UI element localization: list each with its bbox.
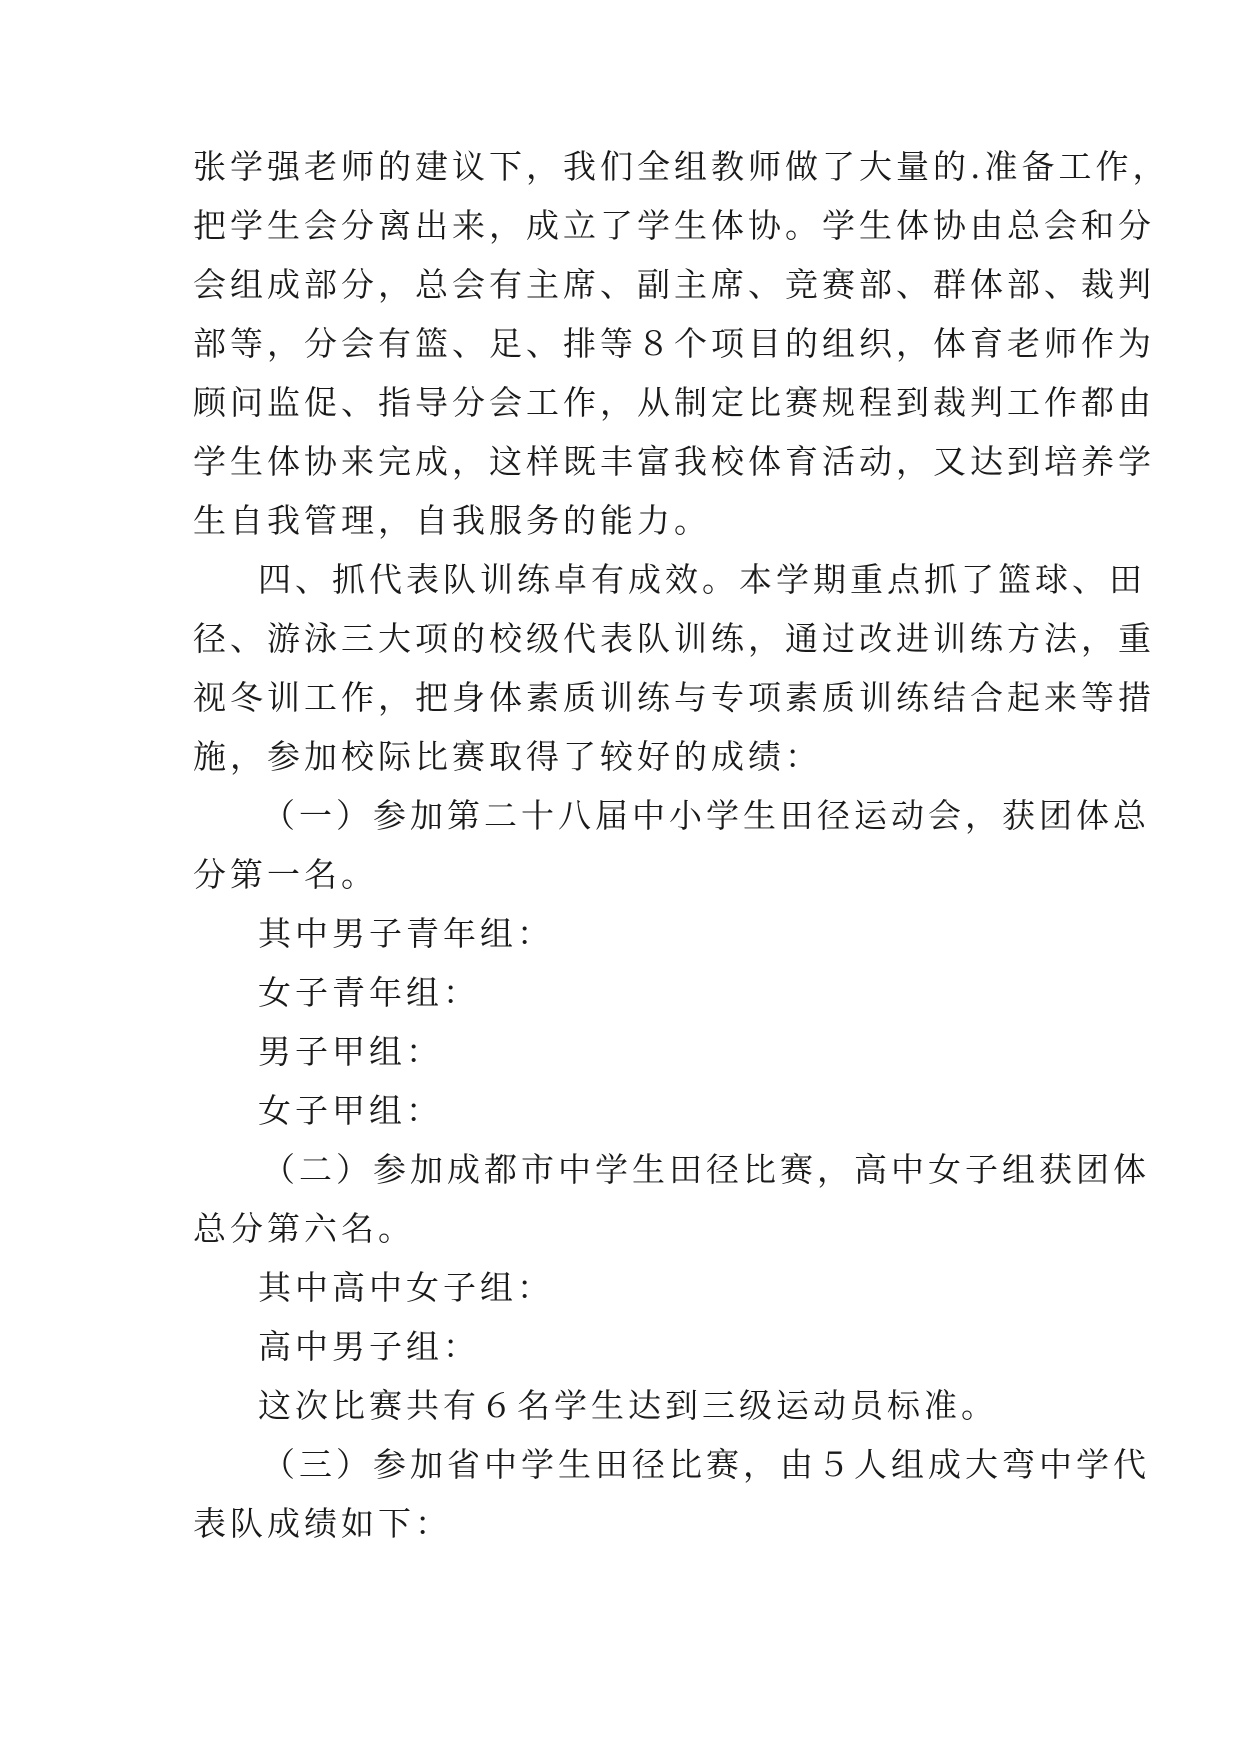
- text-line: 顾问监促、指导分会工作，从制定比赛规程到裁判工作都由: [193, 383, 1155, 422]
- text-line: 其中男子青年组：: [258, 914, 554, 953]
- text-line: 会组成部分，总会有主席、副主席、竞赛部、群体部、裁判: [193, 265, 1155, 304]
- text-line: 男子甲组：: [258, 1032, 443, 1071]
- text-line: 施，参加校际比赛取得了较好的成绩：: [193, 737, 822, 776]
- text-line: 生自我管理，自我服务的能力。: [193, 501, 711, 540]
- text-line: 其中高中女子组：: [258, 1268, 554, 1307]
- text-line: 表队成绩如下：: [193, 1504, 452, 1543]
- text-line: （一）参加第二十八届中小学生田径运动会，获团体总: [262, 796, 1150, 835]
- text-line: 部等，分会有篮、足、排等８个项目的组织，体育老师作为: [193, 324, 1155, 363]
- text-line: 张学强老师的建议下，我们全组教师做了大量的.准备工作，: [193, 147, 1170, 186]
- text-line: 径、游泳三大项的校级代表队训练，通过改进训练方法，重: [193, 619, 1155, 658]
- text-line: 女子甲组：: [258, 1091, 443, 1130]
- text-line: 这次比赛共有６名学生达到三级运动员标准。: [258, 1386, 998, 1425]
- text-line: （三）参加省中学生田径比赛，由５人组成大弯中学代: [262, 1445, 1150, 1484]
- text-line: 分第一名。: [193, 855, 378, 894]
- text-line: 女子青年组：: [258, 973, 480, 1012]
- text-line: 总分第六名。: [193, 1209, 415, 1248]
- text-line: 把学生会分离出来，成立了学生体协。学生体协由总会和分: [193, 206, 1155, 245]
- text-line: 学生体协来完成，这样既丰富我校体育活动，又达到培养学: [193, 442, 1155, 481]
- text-line: 高中男子组：: [258, 1327, 480, 1366]
- text-line: 视冬训工作，把身体素质训练与专项素质训练结合起来等措: [193, 678, 1155, 717]
- text-line: 四、抓代表队训练卓有成效。本学期重点抓了篮球、田: [258, 560, 1146, 599]
- text-line: （二）参加成都市中学生田径比赛，高中女子组获团体: [262, 1150, 1150, 1189]
